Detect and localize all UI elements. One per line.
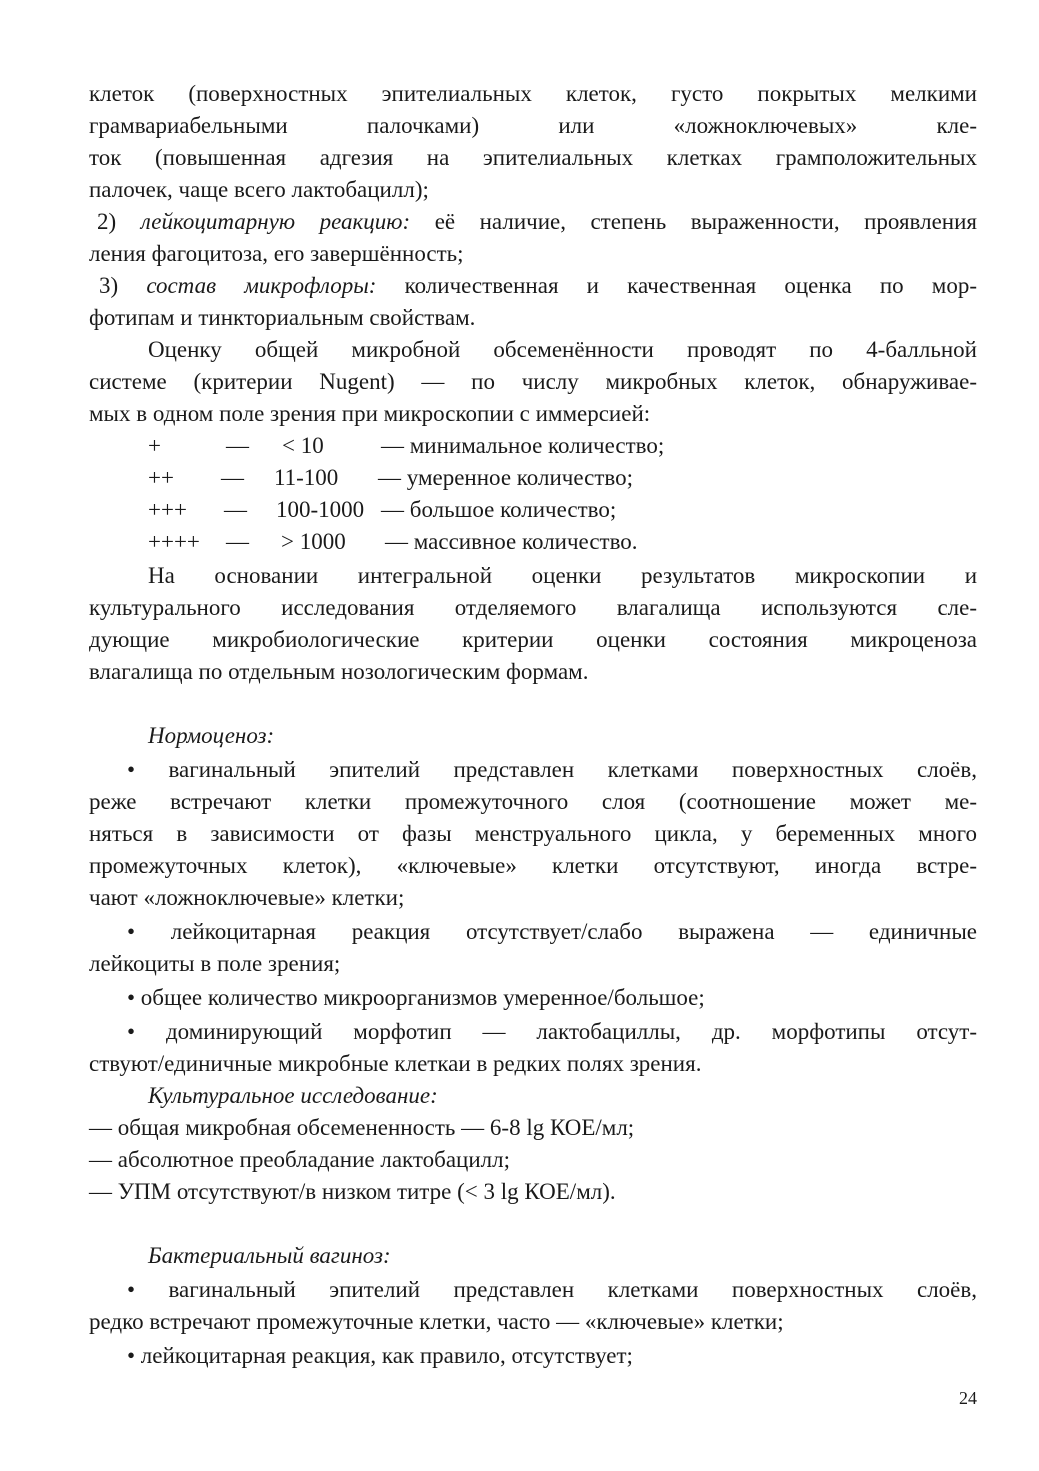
bullet-item: • лейкоцитарная реакция отсутствует/слабо выражена — единичные: [127, 919, 977, 944]
text-line: реже встречают клетки промежуточного слоя (соотношение может ме-: [89, 789, 977, 814]
text-line: культурального исследования отделяемого влагалища используются сле-: [89, 595, 977, 620]
scale-sign: +++: [148, 497, 187, 522]
page-number: 24: [959, 1388, 977, 1408]
text-line: няться в зависимости от фазы менструального цикла, у беременных много: [89, 821, 977, 846]
text-line: грамвариабельными палочками) или «ложноключевых» кле-: [89, 113, 977, 138]
scale-range: 11-100: [274, 465, 339, 490]
text-line: промежуточных клеток), «ключевые» клетки отсутствуют, иногда встре-: [89, 853, 977, 878]
text-line: дующие микробиологические критерии оценки состояния микроценоза: [89, 627, 977, 652]
scale-desc: — большое количество;: [381, 497, 617, 522]
text-line: чают «ложноключевые» клетки;: [89, 885, 405, 910]
text-line: ствуют/единичные микробные клеткаи в редких полях зрения.: [89, 1051, 702, 1076]
scale-desc: — минимальное количество;: [381, 433, 665, 458]
bullet-item: • лейкоцитарная реакция, как правило, отсутствует;: [127, 1343, 633, 1368]
scale-range: < 10: [282, 433, 324, 458]
text-line: клеток (поверхностных эпителиальных клеток, густо покрытых мелкими: [89, 81, 977, 106]
scale-desc: — умеренное количество;: [378, 465, 633, 490]
text-line: мых в одном поле зрения при микроскопии с иммерсией:: [89, 401, 651, 426]
bullet-item: • вагинальный эпителий представлен клетками поверхностных слоёв,: [127, 1277, 977, 1302]
scale-sign: ++++: [148, 529, 200, 554]
paragraph-start: Оценку общей микробной обсеменённости проводят по 4-балльной: [148, 337, 977, 362]
text-line: лейкоциты в поле зрения;: [89, 951, 341, 976]
list-item-3: [99, 270, 977, 302]
text-line: системе (критерии Nugent) — по числу микробных клеток, обнаруживае-: [89, 369, 977, 394]
dash-item: — абсолютное преобладание лактобацилл;: [89, 1147, 511, 1172]
list-number: 3): [99, 273, 119, 298]
text-line: ления фагоцитоза, его завершённость;: [89, 241, 464, 266]
section-heading: Нормоценоз:: [148, 723, 275, 748]
list-text: количественная и качественная оценка по мор-: [404, 273, 978, 298]
scale-dash: —: [226, 433, 249, 458]
text-line: фотипам и тинкториальным свойствам.: [89, 305, 476, 330]
scale-range: > 1000: [281, 529, 346, 554]
dash-item: — УПМ отсутствуют/в низком титре (< 3 lg КОЕ/мл).: [89, 1179, 616, 1204]
section-heading: Бактериальный вагиноз:: [148, 1243, 391, 1268]
scale-dash: —: [226, 529, 249, 554]
list-number: 2): [97, 209, 117, 234]
scale-desc: — массивное количество.: [385, 529, 638, 554]
text-line: ток (повышенная адгезия на эпителиальных клетках грамположительных: [89, 145, 977, 170]
text-line: палочек, чаще всего лактобацилл);: [89, 177, 429, 202]
scale-sign: ++: [148, 465, 174, 490]
text-line: влагалища по отдельным нозологическим формам.: [89, 659, 589, 684]
list-term: лейкоцитарную реакцию:: [140, 209, 411, 234]
scale-sign: +: [148, 433, 161, 458]
list-item-2: [97, 206, 977, 238]
paragraph-start: На основании интегральной оценки результатов микроскопии и: [148, 563, 977, 588]
bullet-item: • доминирующий морфотип — лактобациллы, др. морфотипы отсут-: [127, 1019, 977, 1044]
scale-dash: —: [221, 465, 244, 490]
bullet-item: • вагинальный эпителий представлен клетками поверхностных слоёв,: [127, 757, 977, 782]
list-text: её наличие, степень выраженности, проявления: [434, 209, 977, 234]
dash-item: — общая микробная обсемененность — 6-8 lg КОЕ/мл;: [89, 1115, 635, 1140]
scale-dash: —: [224, 497, 247, 522]
bullet-item: • общее количество микроорганизмов умеренное/большое;: [127, 985, 705, 1010]
text-line: редко встречают промежуточные клетки, часто — «ключевые» клетки;: [89, 1309, 784, 1334]
scale-range: 100-1000: [276, 497, 365, 522]
section-heading: Культуральное исследование:: [148, 1083, 438, 1108]
list-term: состав микрофлоры:: [146, 273, 377, 298]
